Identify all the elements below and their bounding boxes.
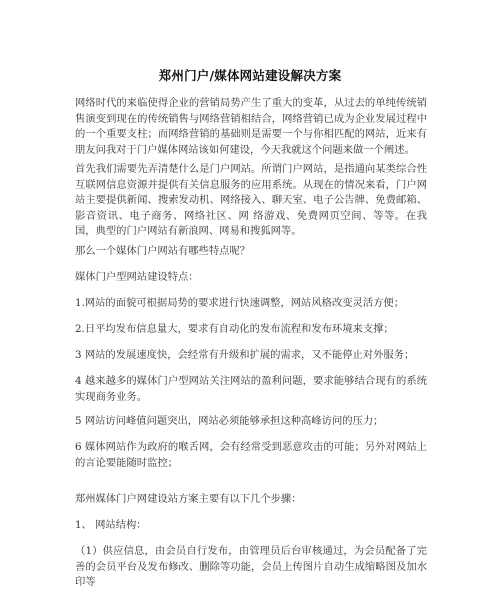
list-item-feature-4: 4 越来越多的媒体门户型网站关注网站的盈利问题，要求能够结合现有的系统实现商务业务。 (75, 375, 427, 403)
list-item-feature-1: 1.网站的面貌可根据局势的要求进行快速调整，网站风格改变灵活方便； (75, 297, 405, 309)
paragraph-intro: 网络时代的来临使得企业的营销局势产生了重大的变革，从过去的单纯传统销售演变到现在的传统销售与网络营销相结合，网络营销已成为企业发展过程中的一个重要支柱；而网络营销的基础则是需要一个与你相匹配的网站，近来有朋友问我对于门户媒体网站该如何建设，今天我就这个问题来做一个阐述。 (75, 97, 427, 156)
paragraph-features-heading: 媒体门户型网站建设特点： (75, 271, 199, 283)
paragraph-structure-heading: 1、 网站结构： (75, 519, 147, 531)
document-title: 郑州门户/媒体网站建设解决方案 (158, 68, 342, 83)
paragraph-question: 那么一个媒体门户网站有哪些特点呢？ (75, 245, 251, 257)
list-item-feature-6: 6 媒体网站作为政府的喉舌网，会有经常受到恶意攻击的可能；另外对网站上的言论要能随时监控； (75, 441, 427, 469)
paragraph-steps-heading: 郑州媒体门户网建设站方案主要有以下几个步骤： (75, 493, 302, 505)
paragraph-portal-definition: 首先我们需要先弄清楚什么是门户网站。所谓门户网站，是指通向某类综合性互联网信息资源并提供有关信息服务的应用系统。从现在的情况来看，门户网站主要提供新闻、搜索发动机、网络接入、聊天室、电子公告牌、免费邮箱、影音资讯、电子商务、网络社区、网 络游戏、免费网页空间、等等。在我国，典型的门户网站有新浪网、网易和搜狐网等。 (75, 163, 427, 237)
paragraph-supply-info: （1）供应信息，由会员自行发布，由管理员后台审核通过，为会员配备了完善的会员平台及发布修改、删除等功能，会员上传图片自动生成缩略图及加水印等 (75, 545, 427, 588)
list-item-feature-3: 3 网站的发展速度快，会经常有升级和扩展的需求，又不能停止对外服务； (75, 349, 415, 361)
list-item-feature-5: 5 网站访问峰值问题突出，网站必须能够承担这种高峰访问的压力； (75, 415, 384, 427)
list-item-feature-2: 2.日平均发布信息量大，要求有自动化的发布流程和发布环境来支撑； (75, 323, 394, 335)
